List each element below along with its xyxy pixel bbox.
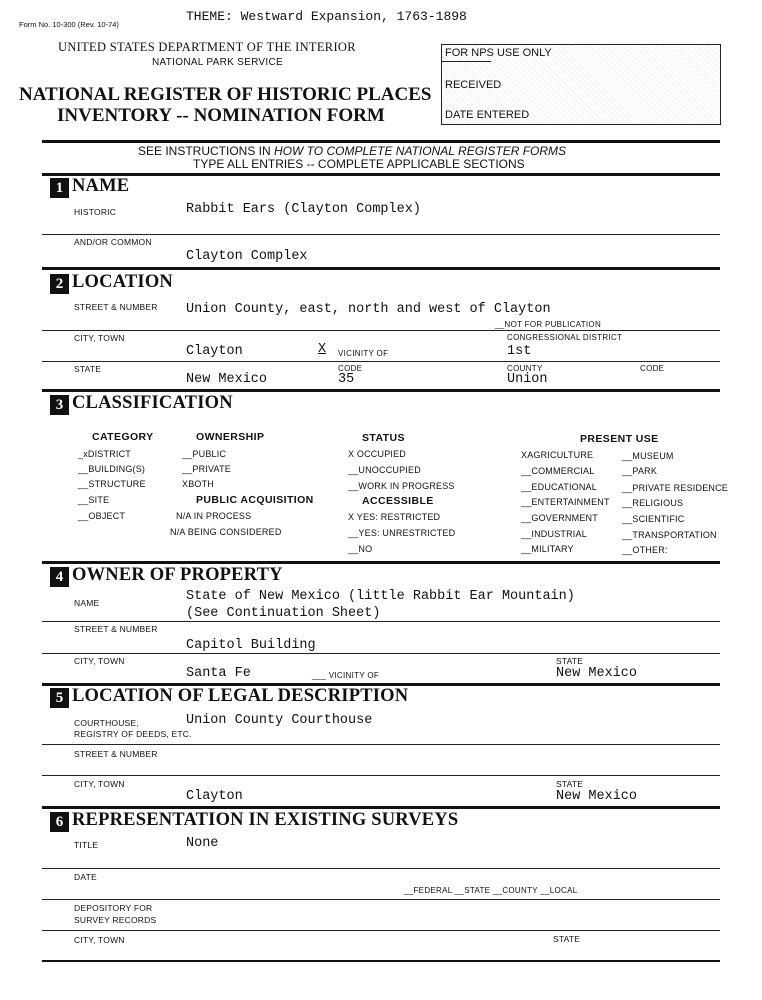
use-park: __PARK	[622, 466, 658, 476]
use-transportation: __TRANSPORTATION	[622, 530, 717, 540]
city-value: Clayton	[186, 344, 243, 359]
state-label: STATE	[74, 364, 102, 374]
vicinity-label: VICINITY OF	[338, 349, 389, 358]
common-label: AND/OR COMMON	[74, 237, 152, 247]
owner-city-label: CITY, TOWN	[74, 656, 125, 666]
use-religious: __RELIGIOUS	[622, 498, 684, 508]
use-educational: __EDUCATIONAL	[521, 482, 597, 492]
owner-street-divider	[42, 653, 720, 654]
depository-label2: SURVEY RECORDS	[74, 915, 157, 925]
name-divider	[42, 234, 720, 235]
survey-title-divider	[42, 868, 720, 869]
city-divider	[42, 361, 720, 362]
category-buildings: __BUILDING(S)	[78, 464, 146, 474]
owner-name-value2: (See Continuation Sheet)	[186, 606, 381, 621]
accessible-restricted: X YES: RESTRICTED	[348, 512, 441, 522]
instructions-title: HOW TO COMPLETE NATIONAL REGISTER FORMS	[274, 144, 567, 158]
section5-number: 5	[50, 688, 69, 708]
department-name: UNITED STATES DEPARTMENT OF THE INTERIOR	[58, 40, 356, 54]
bottom-rule	[42, 960, 720, 962]
ownership-header: OWNERSHIP	[196, 431, 265, 443]
acquisition-being-considered: N/A BEING CONSIDERED	[170, 527, 282, 537]
registry-label: REGISTRY OF DEEDS, ETC.	[74, 729, 192, 739]
survey-date-label: DATE	[74, 872, 97, 882]
form-title-line1: NATIONAL REGISTER OF HISTORIC PLACES	[19, 84, 432, 105]
section6-title: REPRESENTATION IN EXISTING SURVEYS	[72, 810, 459, 830]
status-work-in-progress: __WORK IN PROGRESS	[348, 481, 455, 491]
legal-city-value: Clayton	[186, 789, 243, 804]
instructions-prefix: SEE INSTRUCTIONS IN	[138, 144, 275, 158]
section1-number: 1	[50, 178, 69, 198]
category-header: CATEGORY	[92, 431, 154, 443]
not-for-publication: __NOT FOR PUBLICATION	[495, 320, 602, 329]
use-entertainment: __ENTERTAINMENT	[521, 497, 610, 507]
accessible-unrestricted: __YES: UNRESTRICTED	[348, 528, 456, 538]
section2-number: 2	[50, 274, 69, 294]
use-other: __OTHER:	[622, 545, 668, 555]
category-district: _xDISTRICT	[78, 449, 132, 459]
category-site: __SITE	[78, 495, 110, 505]
use-museum: __MUSEUM	[622, 451, 674, 461]
congressional-value: 1st	[507, 344, 532, 359]
congressional-label: CONGRESSIONAL DISTRICT	[507, 333, 623, 342]
category-structure: __STRUCTURE	[78, 479, 146, 489]
theme-line: THEME: Westward Expansion, 1763-1898	[186, 9, 467, 24]
owner-name-value1: State of New Mexico (little Rabbit Ear Mountain)	[186, 589, 575, 604]
header-rule	[42, 140, 720, 143]
owner-city-value: Santa Fe	[186, 666, 251, 681]
use-scientific: __SCIENTIFIC	[622, 514, 685, 524]
section3-rule	[42, 389, 720, 392]
use-commercial: __COMMERCIAL	[521, 466, 595, 476]
section4-rule	[42, 561, 720, 564]
use-government: __GOVERNMENT	[521, 513, 598, 523]
survey-levels: __FEDERAL __STATE __COUNTY __LOCAL	[404, 886, 578, 895]
state-value: New Mexico	[186, 372, 268, 387]
survey-title-value: None	[186, 836, 219, 851]
owner-street-label: STREET & NUMBER	[74, 624, 158, 634]
status-occupied: X OCCUPIED	[348, 449, 407, 459]
section1-title: NAME	[72, 176, 130, 196]
legal-state-label: STATE	[556, 779, 584, 789]
street-label: STREET & NUMBER	[74, 302, 158, 312]
survey-state-label: STATE	[553, 934, 581, 944]
use-military: __MILITARY	[521, 544, 574, 554]
owner-state-label: STATE	[556, 656, 584, 666]
courthouse-label: COURTHOUSE,	[74, 718, 139, 728]
form-number: Form No. 10-300 (Rev. 10-74)	[19, 20, 119, 29]
nps-use-only-label: FOR NPS USE ONLY	[445, 47, 552, 59]
survey-city-label: CITY, TOWN	[74, 935, 125, 945]
owner-name-label: NAME	[74, 598, 100, 608]
status-unoccupied: __UNOCCUPIED	[348, 465, 421, 475]
county-label: COUNTY	[507, 364, 543, 373]
present-use-header: PRESENT USE	[580, 433, 659, 445]
depository-divider	[42, 930, 720, 931]
form-title-line2: INVENTORY -- NOMINATION FORM	[57, 105, 385, 126]
status-header: STATUS	[362, 432, 405, 444]
owner-state-value: New Mexico	[556, 666, 638, 681]
nps-underline	[441, 61, 491, 62]
code-label: CODE	[338, 364, 363, 373]
legal-state-value: New Mexico	[556, 789, 638, 804]
vicinity-mark: X	[318, 342, 327, 357]
section6-number: 6	[50, 812, 69, 832]
legal-street-divider	[42, 775, 720, 776]
received-label: RECEIVED	[445, 79, 502, 91]
use-private-residence: __PRIVATE RESIDENCE	[622, 483, 728, 493]
owner-name-divider	[42, 621, 720, 622]
common-value: Clayton Complex	[186, 249, 308, 264]
courthouse-value: Union County Courthouse	[186, 713, 373, 728]
category-object: __OBJECT	[78, 511, 126, 521]
legal-street-label: STREET & NUMBER	[74, 749, 158, 759]
date-entered-label: DATE ENTERED	[445, 109, 530, 121]
legal-city-label: CITY, TOWN	[74, 779, 125, 789]
use-agriculture: XAGRICULTURE	[521, 450, 594, 460]
survey-date-divider	[42, 899, 720, 900]
section4-number: 4	[50, 567, 69, 587]
historic-value: Rabbit Ears (Clayton Complex)	[186, 202, 421, 217]
accessible-no: __NO	[348, 544, 373, 554]
code-value: 35	[338, 372, 355, 387]
ownership-private: __PRIVATE	[182, 464, 231, 474]
owner-street-value: Capitol Building	[186, 638, 316, 653]
acquisition-in-process: N/A IN PROCESS	[176, 511, 252, 521]
section3-number: 3	[50, 395, 69, 415]
survey-title-label: TITLE	[74, 840, 99, 850]
depository-label1: DEPOSITORY FOR	[74, 903, 153, 913]
section3-title: CLASSIFICATION	[72, 393, 233, 413]
historic-label: HISTORIC	[74, 207, 117, 217]
accessible-header: ACCESSIBLE	[362, 495, 434, 507]
service-name: NATIONAL PARK SERVICE	[152, 57, 283, 68]
code2-label: CODE	[640, 364, 665, 373]
section2-title: LOCATION	[72, 272, 173, 292]
city-label: CITY, TOWN	[74, 333, 125, 343]
owner-vicinity-label: ___ VICINITY OF	[312, 671, 380, 680]
section2-rule	[42, 267, 720, 270]
street-value: Union County, east, north and west of Clayton	[186, 302, 551, 317]
acquisition-header: PUBLIC ACQUISITION	[196, 494, 314, 506]
ownership-both: XBOTH	[182, 479, 215, 489]
street-divider	[42, 330, 720, 331]
instructions-line2: TYPE ALL ENTRIES -- COMPLETE APPLICABLE SECTIONS	[193, 157, 525, 171]
section5-title: LOCATION OF LEGAL DESCRIPTION	[72, 686, 409, 706]
courthouse-divider	[42, 744, 720, 745]
county-value: Union	[507, 372, 548, 387]
section4-title: OWNER OF PROPERTY	[72, 565, 283, 585]
ownership-public: __PUBLIC	[182, 449, 227, 459]
instructions-line1	[138, 144, 566, 158]
section1-rule	[42, 173, 720, 176]
section6-rule	[42, 806, 720, 809]
use-industrial: __INDUSTRIAL	[521, 529, 587, 539]
